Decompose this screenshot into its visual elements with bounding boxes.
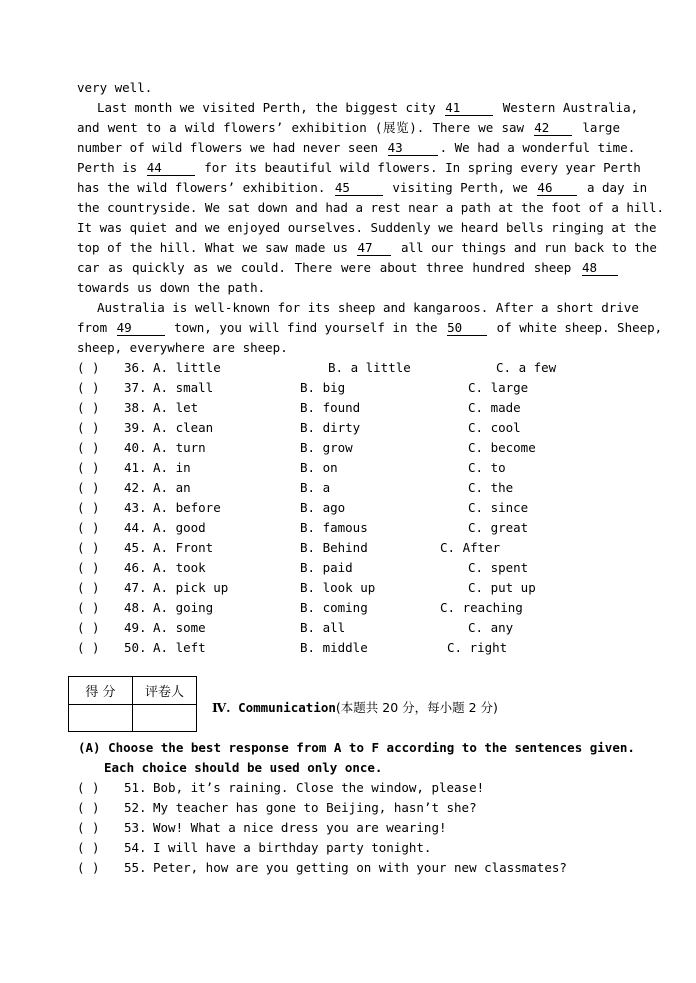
option-a: A. turn [153, 440, 206, 455]
blank-44: 44 [147, 160, 195, 176]
passage-text: . We had a wonderful time. [439, 140, 636, 155]
option-c: C. made [468, 400, 521, 415]
passage-text: Last month we visited Perth, the biggest city [97, 100, 436, 115]
answer-paren[interactable]: ( ) [77, 860, 100, 875]
passage-text: It was quiet and we enjoyed ourselves. Suddenly we heard bells ringing at the [77, 220, 657, 235]
option-a: A. left [153, 640, 206, 655]
question-number: 47. [124, 580, 147, 595]
option-c: C. since [468, 500, 529, 515]
answer-paren[interactable]: ( ) [77, 500, 100, 515]
answer-paren[interactable]: ( ) [77, 380, 100, 395]
option-a: A. good [153, 520, 206, 535]
passage-text: for its beautiful wild flowers. In spring every year Perth [204, 160, 641, 175]
answer-paren[interactable]: ( ) [77, 640, 100, 655]
answer-paren[interactable]: ( ) [77, 540, 100, 555]
question-number: 51. [124, 780, 147, 795]
option-c: C. right [447, 640, 508, 655]
option-a: A. Front [153, 540, 214, 555]
option-c: C. to [468, 460, 506, 475]
question-number: 48. [124, 600, 147, 615]
option-a: A. an [153, 480, 191, 495]
passage-text: all our things and run back to the [401, 240, 657, 255]
blank-48: 48 [582, 260, 618, 276]
question-number: 38. [124, 400, 147, 415]
option-c: C. put up [468, 580, 536, 595]
option-c: C. large [468, 380, 529, 395]
answer-paren[interactable]: ( ) [77, 840, 100, 855]
option-b: B. ago [300, 500, 346, 515]
score-header: 得 分 [69, 677, 133, 705]
section-title [212, 698, 498, 718]
answer-paren[interactable]: ( ) [77, 400, 100, 415]
option-c: C. the [468, 480, 514, 495]
score-table [68, 676, 197, 732]
blank-46: 46 [537, 180, 577, 196]
dialogue-text: Peter, how are you getting on with your new classmates? [153, 860, 567, 875]
passage-text: from [77, 320, 108, 335]
answer-paren[interactable]: ( ) [77, 800, 100, 815]
section-numeral: Ⅳ. [212, 700, 231, 715]
option-b: B. dirty [300, 420, 361, 435]
passage-line [77, 278, 620, 298]
option-c: C. spent [468, 560, 529, 575]
answer-paren[interactable]: ( ) [77, 460, 100, 475]
passage-text: Perth is [77, 160, 138, 175]
option-c: C. great [468, 520, 529, 535]
passage-line [77, 118, 620, 138]
answer-paren[interactable]: ( ) [77, 420, 100, 435]
option-a: A. took [153, 560, 206, 575]
option-c: C. cool [468, 420, 521, 435]
passage-text: large [582, 120, 620, 135]
option-b: B. coming [300, 600, 368, 615]
option-c: C. After [440, 540, 501, 555]
answer-paren[interactable]: ( ) [77, 520, 100, 535]
question-number: 46. [124, 560, 147, 575]
passage-line [97, 98, 639, 118]
question-number: 53. [124, 820, 147, 835]
option-b: B. on [300, 460, 338, 475]
option-b: B. middle [300, 640, 368, 655]
passage-line [77, 158, 641, 178]
question-number: 49. [124, 620, 147, 635]
passage-line [77, 338, 620, 358]
blank-41: 41 [445, 100, 493, 116]
answer-paren[interactable]: ( ) [77, 560, 100, 575]
passage-text: the countryside. We sat down and had a rest near a path at the foot of a hill. [77, 200, 664, 215]
question-number: 40. [124, 440, 147, 455]
passage-text: of white sheep. Sheep, [496, 320, 663, 335]
answer-paren[interactable]: ( ) [77, 620, 100, 635]
grader-header: 评卷人 [133, 677, 197, 705]
passage-line [77, 218, 657, 238]
question-number: 43. [124, 500, 147, 515]
option-b: B. a [300, 480, 331, 495]
option-a: A. pick up [153, 580, 229, 595]
passage-line [77, 318, 663, 338]
passage-text: town, you will find yourself in the [174, 320, 438, 335]
question-number: 37. [124, 380, 147, 395]
option-b: B. paid [300, 560, 353, 575]
question-number: 41. [124, 460, 147, 475]
question-number: 52. [124, 800, 147, 815]
question-number: 36. [124, 360, 147, 375]
part-a-instruction [78, 738, 635, 758]
option-a: A. in [153, 460, 191, 475]
passage-line [77, 138, 636, 158]
option-a: A. clean [153, 420, 214, 435]
dialogue-text: Wow! What a nice dress you are wearing! [153, 820, 447, 835]
instruction-text: Each choice should be used only once. [104, 760, 383, 775]
answer-paren[interactable]: ( ) [77, 780, 100, 795]
blank-42: 42 [534, 120, 572, 136]
answer-paren[interactable]: ( ) [77, 360, 100, 375]
option-a: A. small [153, 380, 214, 395]
blank-43: 43 [388, 140, 438, 156]
dialogue-text: Bob, it’s raining. Close the window, please! [153, 780, 485, 795]
answer-paren[interactable]: ( ) [77, 820, 100, 835]
instruction-text: (A) Choose the best response from A to F according to the sentences given. [78, 740, 635, 755]
blank-47: 47 [357, 240, 391, 256]
passage-text: Western Australia, [502, 100, 639, 115]
question-number: 54. [124, 840, 147, 855]
passage-text: very well. [77, 80, 153, 95]
blank-50: 50 [447, 320, 487, 336]
option-a: A. some [153, 620, 206, 635]
passage-text: towards us down the path. [77, 280, 266, 295]
passage-text: a day in [586, 180, 648, 195]
passage-text: and went to a wild flowers’ exhibition (展览). There we saw [77, 120, 525, 135]
option-a: A. little [153, 360, 221, 375]
section-note: (本题共 20 分，每小题 2 分) [335, 700, 498, 715]
option-a: A. going [153, 600, 214, 615]
section-name: Communication [238, 700, 336, 715]
question-number: 45. [124, 540, 147, 555]
answer-paren[interactable]: ( ) [77, 480, 100, 495]
option-b: B. famous [300, 520, 368, 535]
passage-text: has the wild flowers’ exhibition. [77, 180, 326, 195]
question-number: 44. [124, 520, 147, 535]
passage-text: number of wild flowers we had never seen [77, 140, 379, 155]
option-b: B. Behind [300, 540, 368, 555]
grader-cell[interactable] [133, 704, 197, 732]
option-a: A. let [153, 400, 199, 415]
blank-45: 45 [335, 180, 383, 196]
answer-paren[interactable]: ( ) [77, 440, 100, 455]
option-c: C. any [468, 620, 514, 635]
passage-text: sheep, everywhere are sheep. [77, 340, 288, 355]
answer-paren[interactable]: ( ) [77, 580, 100, 595]
option-c: C. a few [496, 360, 557, 375]
passage-line [77, 198, 664, 218]
passage-line [97, 298, 639, 318]
option-b: B. big [300, 380, 346, 395]
option-b: B. look up [300, 580, 376, 595]
passage-line [77, 178, 648, 198]
dialogue-text: My teacher has gone to Beijing, hasn’t she? [153, 800, 477, 815]
passage-text: car as quickly as we could. There were about three hundred sheep [77, 260, 572, 275]
passage-text: Australia is well-known for its sheep and kangaroos. After a short drive [97, 300, 639, 315]
part-a-instruction [104, 758, 647, 778]
question-number: 42. [124, 480, 147, 495]
question-number: 55. [124, 860, 147, 875]
option-b: B. a little [328, 360, 411, 375]
passage-line [77, 78, 620, 98]
answer-paren[interactable]: ( ) [77, 600, 100, 615]
option-b: B. grow [300, 440, 353, 455]
question-number: 50. [124, 640, 147, 655]
blank-49: 49 [117, 320, 165, 336]
question-number: 39. [124, 420, 147, 435]
score-cell[interactable] [69, 704, 133, 732]
dialogue-text: I will have a birthday party tonight. [153, 840, 432, 855]
passage-line [77, 258, 620, 278]
passage-line [77, 238, 657, 258]
option-c: C. reaching [440, 600, 523, 615]
option-a: A. before [153, 500, 221, 515]
passage-text: visiting Perth, we [392, 180, 528, 195]
option-b: B. found [300, 400, 361, 415]
option-c: C. become [468, 440, 536, 455]
option-b: B. all [300, 620, 346, 635]
passage-text: top of the hill. What we saw made us [77, 240, 348, 255]
